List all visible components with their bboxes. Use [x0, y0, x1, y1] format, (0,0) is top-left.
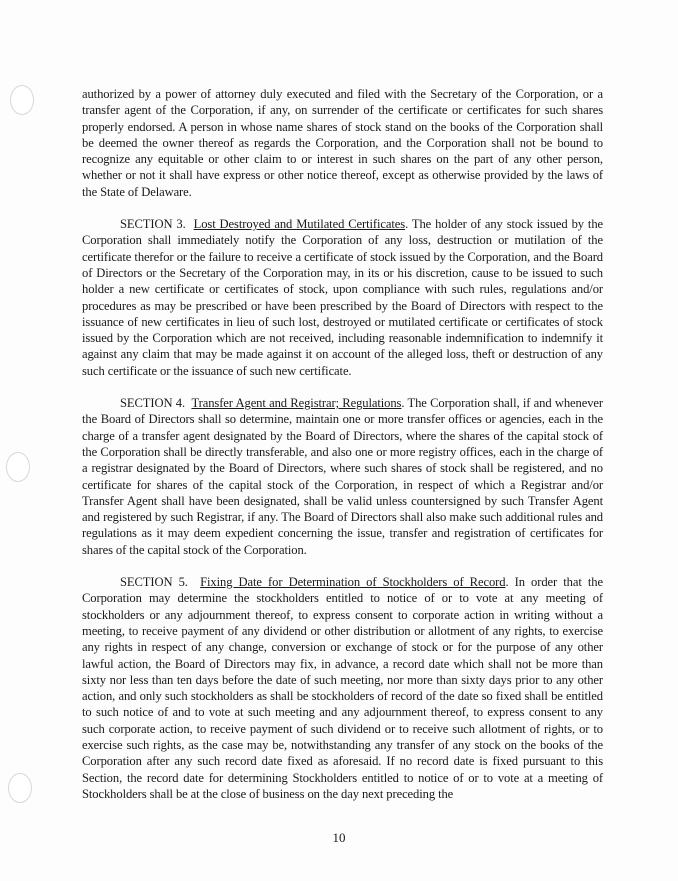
punch-hole-icon: [10, 85, 34, 115]
document-body: [82, 86, 603, 818]
punch-hole-icon: [8, 773, 32, 803]
section-3-paragraph: [82, 216, 603, 379]
punch-hole-icon: [6, 452, 30, 482]
section-3-label: SECTION 3.: [120, 217, 186, 232]
section-5-label: SECTION 5.: [120, 575, 188, 590]
page-number: 10: [332, 830, 346, 845]
section-4-body: . The Corporation shall, if and whenever the Board of Directors shall so determine, maintain one or more transfer offices or agencies, each in the charge of a transfer agent designated by the Board of Directors, where the shares of the capital stock of the Corporation shall be directly transferable, and also one or more registry offices, each in the charge of a registrar designated by the Board of Directors, where such shares of stock shall be registered, and no certificate for shares of the capital stock of the Corporation, in respect of which a Registrar and/or Transfer Agent shall have been designated, shall be valid unless countersigned by such Transfer Agent and registered by such Registrar, if any. The Board of Directors shall also make such additional rules and regulations as it may deem expedient concerning the issue, transfer and registration of certificates for shares of the capital stock of the Corporation.: [82, 396, 603, 557]
section-4-title: Transfer Agent and Registrar; Regulations: [191, 396, 402, 411]
section-5-body: . In order that the Corporation may determine the stockholders entitled to notice of or to vote at any meeting of stockholders or any adjournment thereof, to express consent to corporate action in writing without a meeting, to receive payment of any dividend or other distribution or allotment of any rights, to exercise any rights in respect of any change, conversion or exchange of stock or for the purpose of any other lawful action, the Board of Directors may fix, in advance, a record date which shall not be more than sixty nor less than ten days before the date of such meeting, nor more than sixty days prior to any other action, and only such stockholders as shall be stockholders of record of the date so fixed shall be entitled to such notice of and to vote at such meeting and any adjournment thereof, to express consent to any such corporate action, to receive payment of such dividend or to receive such allotment of rights, or to exercise such rights, as the case may be, notwithstanding any transfer of any stock on the books of the Corporation after any such record date fixed as aforesaid. If no record date is fixed pursuant to this Section, the record date for determining Stockholders entitled to notice of or to vote at a meeting of Stockholders shall be at the close of business on the day next preceding the: [82, 575, 603, 801]
section-4-label: SECTION 4.: [120, 396, 186, 411]
section-3-title: Lost Destroyed and Mutilated Certificates: [193, 217, 406, 232]
continuation-paragraph: authorized by a power of attorney duly executed and filed with the Secretary of the Corporation, or a transfer agent of the Corporation, if any, on surrender of the certificate or certificates for such shares properly endorsed. A person in whose name shares of stock stand on the books of the Corporation shall be deemed the owner thereof as regards the Corporation, and the Corporation shall not be bound to recognize any equitable or other claim to or interest in such shares on the part of any other person, whether or not it shall have express or other notice thereof, except as otherwise provided by the laws of the State of Delaware.: [82, 87, 603, 199]
section-5-title: Fixing Date for Determination of Stockholders of Record: [200, 575, 506, 590]
section-4-paragraph: [82, 395, 603, 558]
section-3-body: . The holder of any stock issued by the Corporation shall immediately notify the Corporation of any loss, destruction or mutilation of the certificate therefor or the failure to receive a certificate of stock issued by the Corporation, and the Board of Directors or the Secretary of the Corporation may, in its or his discretion, cause to be issued to such holder a new certificate or certificates of stock, upon compliance with such rules, regulations and/or procedures as may be prescribed or have been prescribed by the Board of Directors with respect to the issuance of new certificates in lieu of such lost, destroyed or mutilated certificate or certificates of stock issued by the Corporation which are not received, including reasonable indemnification to indemnify it against any claim that may be made against it on account of the alleged loss, theft or destruction of any such certificate or the issuance of such new certificate.: [82, 217, 604, 378]
section-5-paragraph: [82, 574, 603, 802]
